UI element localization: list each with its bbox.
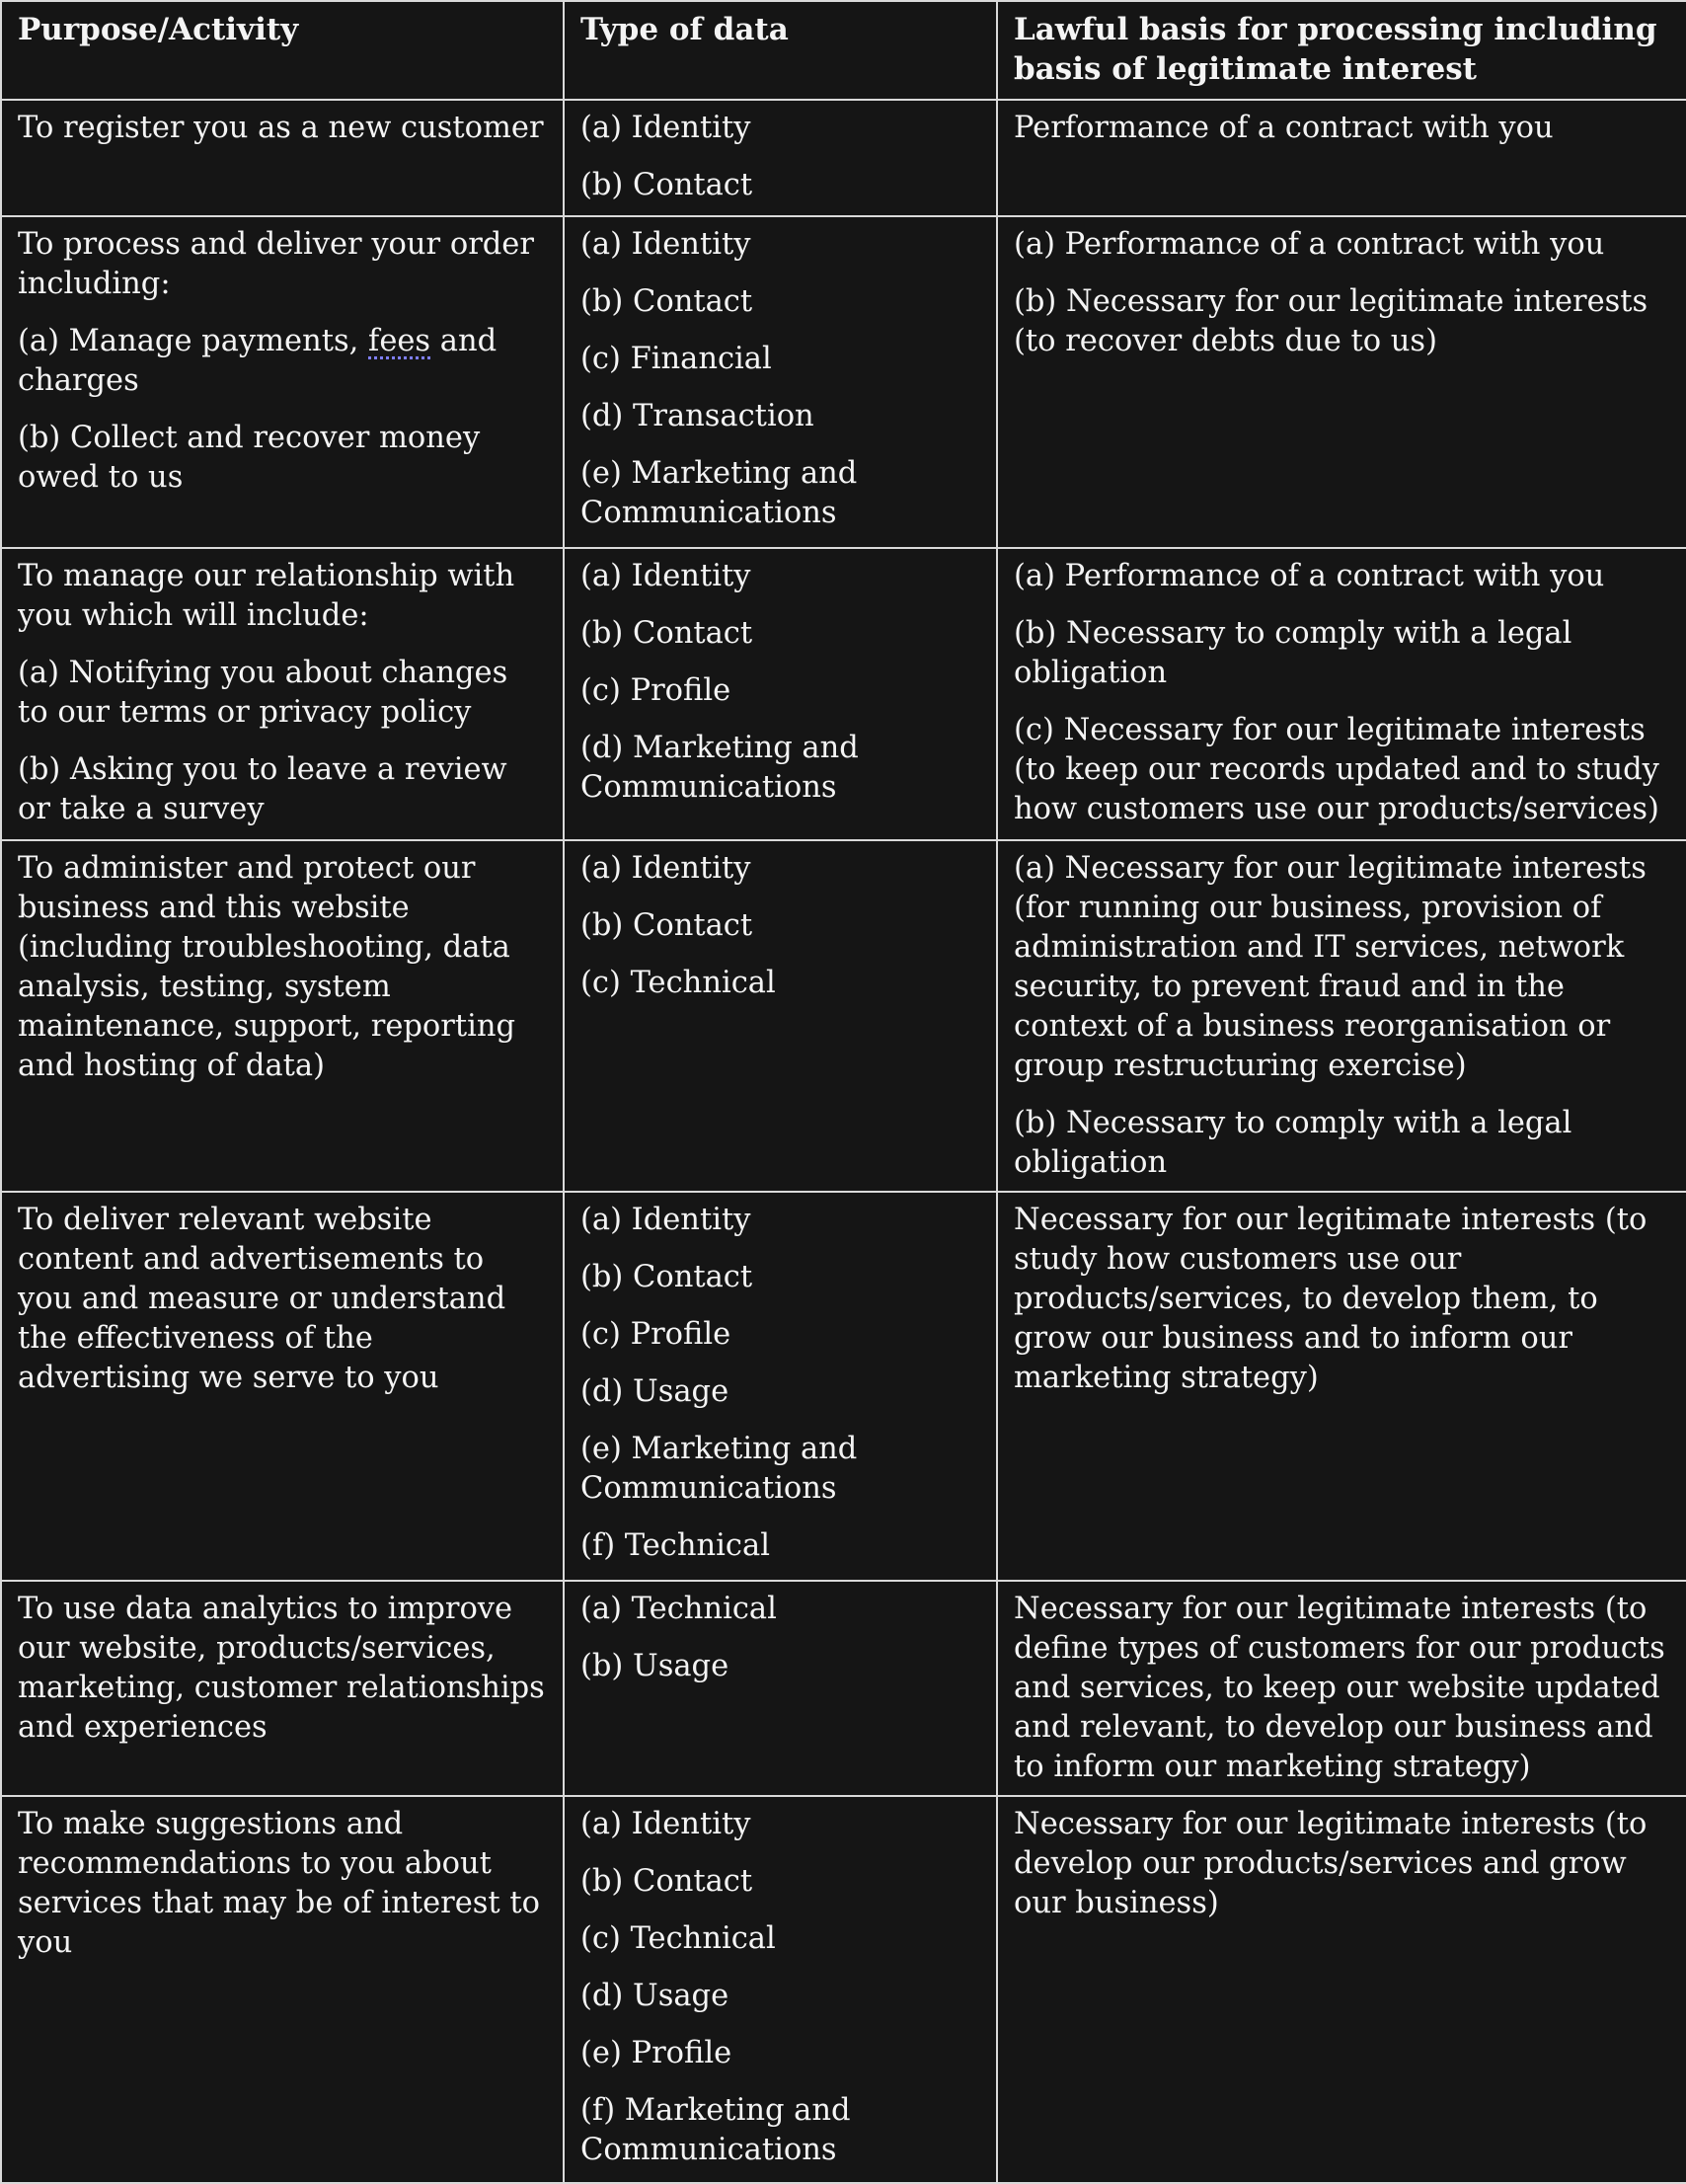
type-cell xyxy=(564,216,997,548)
purpose-subitem: (a) Notifying you about changes to our terms or privacy policy xyxy=(18,656,508,730)
lawful-cell xyxy=(997,1192,1686,1581)
header-type-of-data: Type of data xyxy=(564,1,997,100)
purpose-cell xyxy=(1,1581,564,1796)
purpose-cell xyxy=(1,840,564,1192)
data-type-item: (b) Usage xyxy=(580,1649,729,1683)
data-type-item: (f) Technical xyxy=(580,1528,770,1563)
type-cell xyxy=(564,1581,997,1796)
table-row xyxy=(1,1581,1686,1796)
data-type-item: (a) Identity xyxy=(580,1203,751,1237)
data-type-item: (f) Marketing and Communications xyxy=(580,2093,851,2167)
type-cell xyxy=(564,840,997,1192)
data-type-item: (e) Marketing and Communications xyxy=(580,456,858,530)
lawful-basis-text: Necessary for our legitimate interests (to develop our products/services and grow our business) xyxy=(1014,1807,1648,1920)
purpose-text: To deliver relevant website content and advertisements to you and measure or understand the effectiveness of the advertising we serve to you xyxy=(18,1203,506,1395)
purpose-text: To use data analytics to improve our website, products/services, marketing, customer relationships and experiences xyxy=(18,1592,545,1745)
purpose-cell xyxy=(1,548,564,840)
purpose-cell xyxy=(1,100,564,216)
table-header-row xyxy=(1,1,1686,100)
purpose-text: To make suggestions and recommendations to you about services that may be of interest to you xyxy=(18,1807,540,1960)
lawful-basis-text: Performance of a contract with you xyxy=(1014,111,1554,145)
lawful-basis-text: Necessary for our legitimate interests (to define types of customers for our products and services, to keep our website updated and relevant, to develop our business and to inform our marketing strategy) xyxy=(1014,1592,1665,1784)
lawful-basis-text: Necessary for our legitimate interests (to study how customers use our products/services, to develop them, to grow our business and to inform our marketing strategy) xyxy=(1014,1203,1648,1395)
table-row xyxy=(1,100,1686,216)
lawful-basis-text: (a) Performance of a contract with you xyxy=(1014,227,1605,262)
data-type-item: (a) Identity xyxy=(580,1807,751,1841)
type-cell xyxy=(564,548,997,840)
table-row xyxy=(1,1192,1686,1581)
data-type-item: (b) Contact xyxy=(580,616,753,651)
lawful-cell xyxy=(997,548,1686,840)
table-row xyxy=(1,548,1686,840)
data-type-item: (c) Technical xyxy=(580,1921,776,1956)
lawful-basis-text: (a) Necessary for our legitimate interests (for running our business, provision of administration and IT services, network security, to prevent fraud and in the context of a business reorganisation or group restructuring exercise) xyxy=(1014,851,1647,1083)
lawful-basis-text: (c) Necessary for our legitimate interests (to keep our records updated and to study how customers use our products/services) xyxy=(1014,713,1659,826)
data-type-item: (c) Technical xyxy=(580,966,776,1000)
header-purpose: Purpose/Activity xyxy=(1,1,564,100)
type-cell xyxy=(564,1796,997,2183)
purpose-subitem: (b) Collect and recover money owed to us xyxy=(18,421,481,495)
header-lawful-basis: Lawful basis for processing including basis of legitimate interest xyxy=(997,1,1686,100)
lawful-basis-text: (a) Performance of a contract with you xyxy=(1014,559,1605,593)
lawful-basis-text: (b) Necessary to comply with a legal obligation xyxy=(1014,1106,1572,1180)
lawful-cell xyxy=(997,216,1686,548)
purpose-subitem-text: and charges xyxy=(18,324,498,398)
lawful-basis-text: (b) Necessary for our legitimate interests (to recover debts due to us) xyxy=(1014,284,1648,358)
table-row xyxy=(1,216,1686,548)
data-type-item: (c) Profile xyxy=(580,1317,731,1352)
data-type-item: (d) Usage xyxy=(580,1979,729,2013)
data-type-item: (b) Contact xyxy=(580,1864,753,1899)
fees-link[interactable]: fees xyxy=(368,324,431,358)
data-type-item: (a) Identity xyxy=(580,851,751,886)
table-row xyxy=(1,1796,1686,2183)
type-cell xyxy=(564,100,997,216)
data-type-item: (d) Transaction xyxy=(580,399,814,433)
data-type-item: (a) Identity xyxy=(580,227,751,262)
lawful-basis-text: (b) Necessary to comply with a legal obligation xyxy=(1014,616,1572,690)
type-cell xyxy=(564,1192,997,1581)
data-type-item: (c) Profile xyxy=(580,673,731,708)
data-type-item: (a) Technical xyxy=(580,1592,777,1626)
purpose-text: To register you as a new customer xyxy=(18,111,544,145)
data-type-item: (a) Identity xyxy=(580,111,751,145)
data-type-item: (b) Contact xyxy=(580,284,753,319)
data-type-item: (b) Contact xyxy=(580,1260,753,1294)
data-type-item: (a) Identity xyxy=(580,559,751,593)
data-type-item: (c) Financial xyxy=(580,342,772,376)
purpose-subitem xyxy=(18,322,547,401)
data-type-item: (e) Marketing and Communications xyxy=(580,1432,858,1506)
lawful-cell xyxy=(997,840,1686,1192)
data-type-item: (b) Contact xyxy=(580,908,753,943)
purpose-text: To manage our relationship with you which will include: xyxy=(18,559,515,633)
data-type-item: (b) Contact xyxy=(580,168,753,202)
purpose-cell xyxy=(1,216,564,548)
purpose-subitem: (b) Asking you to leave a review or take a survey xyxy=(18,752,507,826)
lawful-cell xyxy=(997,1581,1686,1796)
purpose-text: To administer and protect our business and this website (including troubleshooting, data analysis, testing, system maintenance, support, reporting and hosting of data) xyxy=(18,851,516,1083)
purpose-text: To process and deliver your order including: xyxy=(18,227,534,301)
data-type-item: (d) Usage xyxy=(580,1374,729,1409)
purpose-cell xyxy=(1,1796,564,2183)
lawful-cell xyxy=(997,100,1686,216)
table-row xyxy=(1,840,1686,1192)
purpose-subitem-text: (a) Manage payments, xyxy=(18,324,369,358)
data-type-item: (e) Profile xyxy=(580,2036,732,2070)
data-type-item: (d) Marketing and Communications xyxy=(580,731,859,805)
purpose-cell xyxy=(1,1192,564,1581)
lawful-cell xyxy=(997,1796,1686,2183)
